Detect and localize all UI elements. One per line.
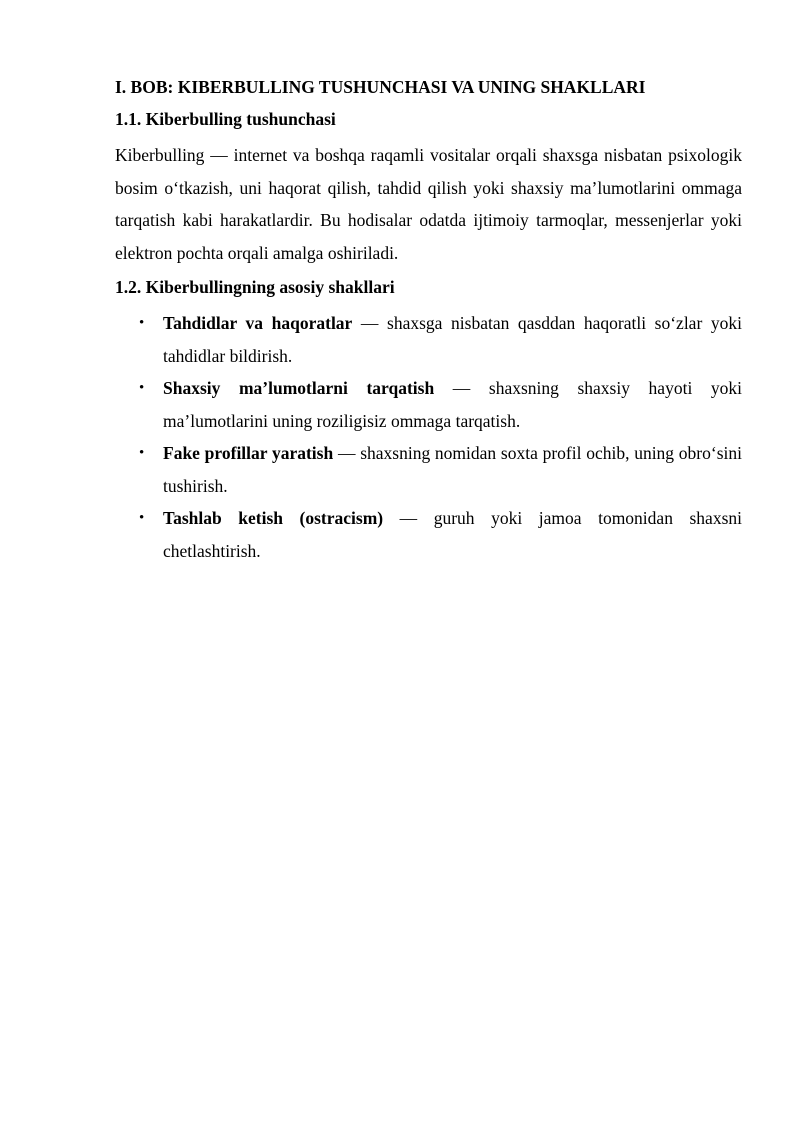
bullet-icon: • — [139, 510, 145, 526]
section-title-1-1: 1.1. Kiberbulling tushunchasi — [115, 109, 336, 129]
list-item-description: — shaxsning nomidan soxta profil ochib, uning obro‘sini tushirish. — [163, 443, 742, 496]
list-item — [115, 307, 742, 372]
definition-paragraph: Kiberbulling — internet va boshqa raqamli vositalar orqali shaxsga nisbatan psixologik bosim o‘tkazish, uni haqorat qilish, tahdid qilish yoki shaxsiy ma’lumotlarini ommaga tarqatish kabi harakatlardir. Bu hodisalar odatda ijtimoiy tarmoqlar, messenjerlar yoki elektron pochta orqali amalga oshiriladi. — [115, 145, 742, 263]
list-item-description: — shaxsning shaxsiy hayoti yoki ma’lumotlarini uning roziligisiz ommaga tarqatish. — [163, 378, 743, 431]
document-page — [115, 75, 742, 567]
list-item-term: Fake profillar yaratish — [163, 443, 334, 463]
list-item — [115, 372, 742, 437]
list-item — [115, 502, 742, 567]
section-title-1-2: 1.2. Kiberbullingning asosiy shakllari — [115, 277, 395, 297]
list-item-description: — shaxsga nisbatan qasddan haqoratli so‘zlar yoki tahdidlar bildirish. — [163, 313, 742, 366]
list-item — [115, 437, 742, 502]
list-item-description: — guruh yoki jamoa tomonidan shaxsni chetlashtirish. — [163, 508, 742, 561]
list-item-term: Shaxsiy ma’lumotlarni tarqatish — [163, 378, 435, 398]
list-item-term: Tashlab ketish (ostracism) — [163, 508, 384, 528]
bullet-icon: • — [139, 380, 145, 396]
chapter-title: I. BOB: KIBERBULLING TUSHUNCHASI VA UNING SHAKLLARI — [115, 77, 646, 97]
bullet-icon: • — [139, 445, 145, 461]
list-item-term: Tahdidlar va haqoratlar — [163, 313, 353, 333]
forms-list — [115, 307, 742, 567]
bullet-icon: • — [139, 315, 145, 331]
